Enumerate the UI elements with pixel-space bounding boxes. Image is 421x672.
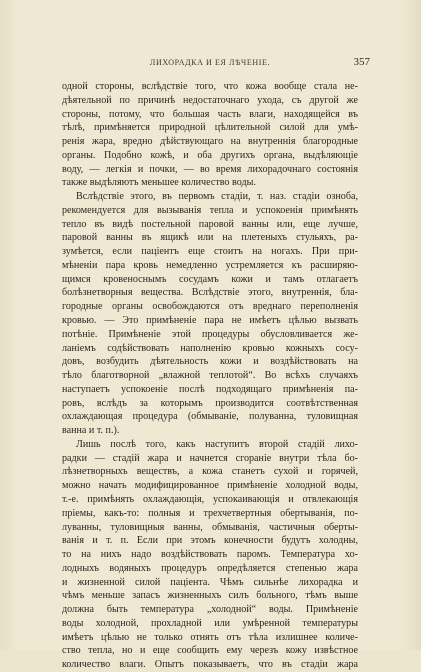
text-line: ланіемъ содѣйствовать наполненію кровью кожныхъ сосу- (62, 342, 358, 354)
text-line: тѣлѣ, примѣняется природной цѣлительной силой для умѣ- (62, 122, 358, 134)
text-line: наступаетъ успокоеніе послѣ подходящаго примѣненія па- (62, 383, 358, 395)
text-line: имѣетъ цѣлью не только отнять отъ тѣла излишнее количе- (62, 631, 358, 643)
text-line: щимся кровеноснымъ сосудамъ кожи и тамъ отлагаетъ (62, 273, 358, 285)
text-line: должна быть температура „холодной“ воды. Примѣненіе (62, 604, 358, 616)
text-line: ванія и т. п. Если при этомъ конечности будутъ холодны, (62, 535, 358, 547)
text-line: городные органы освобождаются отъ вреднаго переполненія (62, 301, 358, 313)
text-line: дѣятельной по причинѣ недостаточнаго ухода, съ другой же (62, 94, 358, 106)
text-line: стороны, потому, что большая часть влаги, находящейся въ (62, 108, 358, 120)
text-line: количество влаги. Опытъ показываетъ, что въ стадіи жара (62, 659, 358, 671)
paragraph-first-line: Лишь послѣ того, какъ наступитъ второй стадій лихо- (76, 438, 358, 450)
text-line: воды холодной, прохладной или умѣренной температуры (62, 617, 358, 629)
paragraph-first-line: Вслѣдствіе этого, въ первомъ стадіи, т. наз. стадіи озноба, (76, 191, 358, 203)
text-line: то на нихъ надо воздѣйствовать паромъ. Температура хо- (62, 549, 358, 561)
page-number: 357 (353, 56, 370, 68)
text-line: луванны, туловищныя ванны, обмыванія, частичныя оберты- (62, 521, 358, 533)
text-line: ровъ, вслѣдъ за которымъ производится соотвѣтственная (62, 397, 358, 409)
text-line: лодныхъ водяныхъ процедуръ опредѣляется степенью жара (62, 562, 358, 574)
text-line: также выдѣляютъ меньшее количество воды. (62, 177, 256, 189)
text-line: радки — стадій жара и начнется сгораніе внутри тѣла бо- (62, 452, 358, 464)
text-line: потѣніе. Примѣненіе этой процедуры обусловливается же- (62, 328, 358, 340)
text-line: зумѣется, если паціентъ еще стоитъ на ногахъ. При при- (62, 246, 358, 258)
text-line: т.-е. примѣнять охлаждающія, успокаивающія и отвлекающія (62, 493, 358, 505)
text-line: охлаждающая процедура (обмываніе, полуванна, туловищная (62, 411, 358, 423)
text-line: ренія жара, вредно дѣйствующаго на внутреннія благородные (62, 136, 358, 148)
text-line: болѣзнетворныя вещества. Вслѣдствіе этого, внутреннія, бла- (62, 287, 358, 299)
running-head: ЛИХОРАДКА И ЕЯ ЛѢЧЕНІЕ. (149, 58, 271, 67)
text-line: органы. Подобно кожѣ, и оба другихъ органа, выдѣляющіе (62, 149, 358, 161)
body-text (62, 80, 358, 672)
text-line: ванна и т. п.). (62, 425, 120, 437)
text-line: тѣло благотворной „влажной теплотой“. Во всѣхъ случаяхъ (62, 370, 358, 382)
text-line: и жизненной силой паціента. Чѣмъ сильнѣе лихорадка и (62, 576, 358, 588)
text-line: кровью. — Это примѣненіе пара не имѣетъ цѣлью вызвать (62, 315, 358, 327)
text-line: можно начать модифицированное примѣненіе холодной воды, (62, 480, 358, 492)
text-line: довъ, возбудить дѣятельность кожи и воздѣйствовать на (62, 356, 358, 368)
text-line: паровой ванны въ ящикѣ или на плетеныхъ стульяхъ, ра- (62, 232, 358, 244)
text-line: мѣненіи пара кровь немедленно устремляется къ расширяю- (62, 259, 358, 271)
text-line: ство тепла, но и еще сообщить ему черезъ кожу извѣстное (62, 645, 358, 657)
page-header (62, 56, 370, 70)
text-line: рекомендуется для вызыванія тепла и успокоенія примѣнять (62, 204, 358, 216)
text-line: пріемы, какъ-то: полныя и трехчетвертныя обертыванія, по- (62, 507, 358, 519)
text-line: чѣмъ меньше запасъ жизненныхъ силъ больного, тѣмъ выше (62, 590, 358, 602)
text-line: одной стороны, вслѣдствіе того, что кожа вообще стала не- (62, 81, 358, 92)
text-line: воду, — легкія и почки, — во время лихорадочнаго состоянія (62, 163, 358, 175)
text-line: тепло въ видѣ постельной паровой ванны или, еще лучше, (62, 218, 358, 230)
text-line: лѣзнетворныхъ веществъ, а кожа станетъ сухой и горячей, (62, 466, 358, 478)
